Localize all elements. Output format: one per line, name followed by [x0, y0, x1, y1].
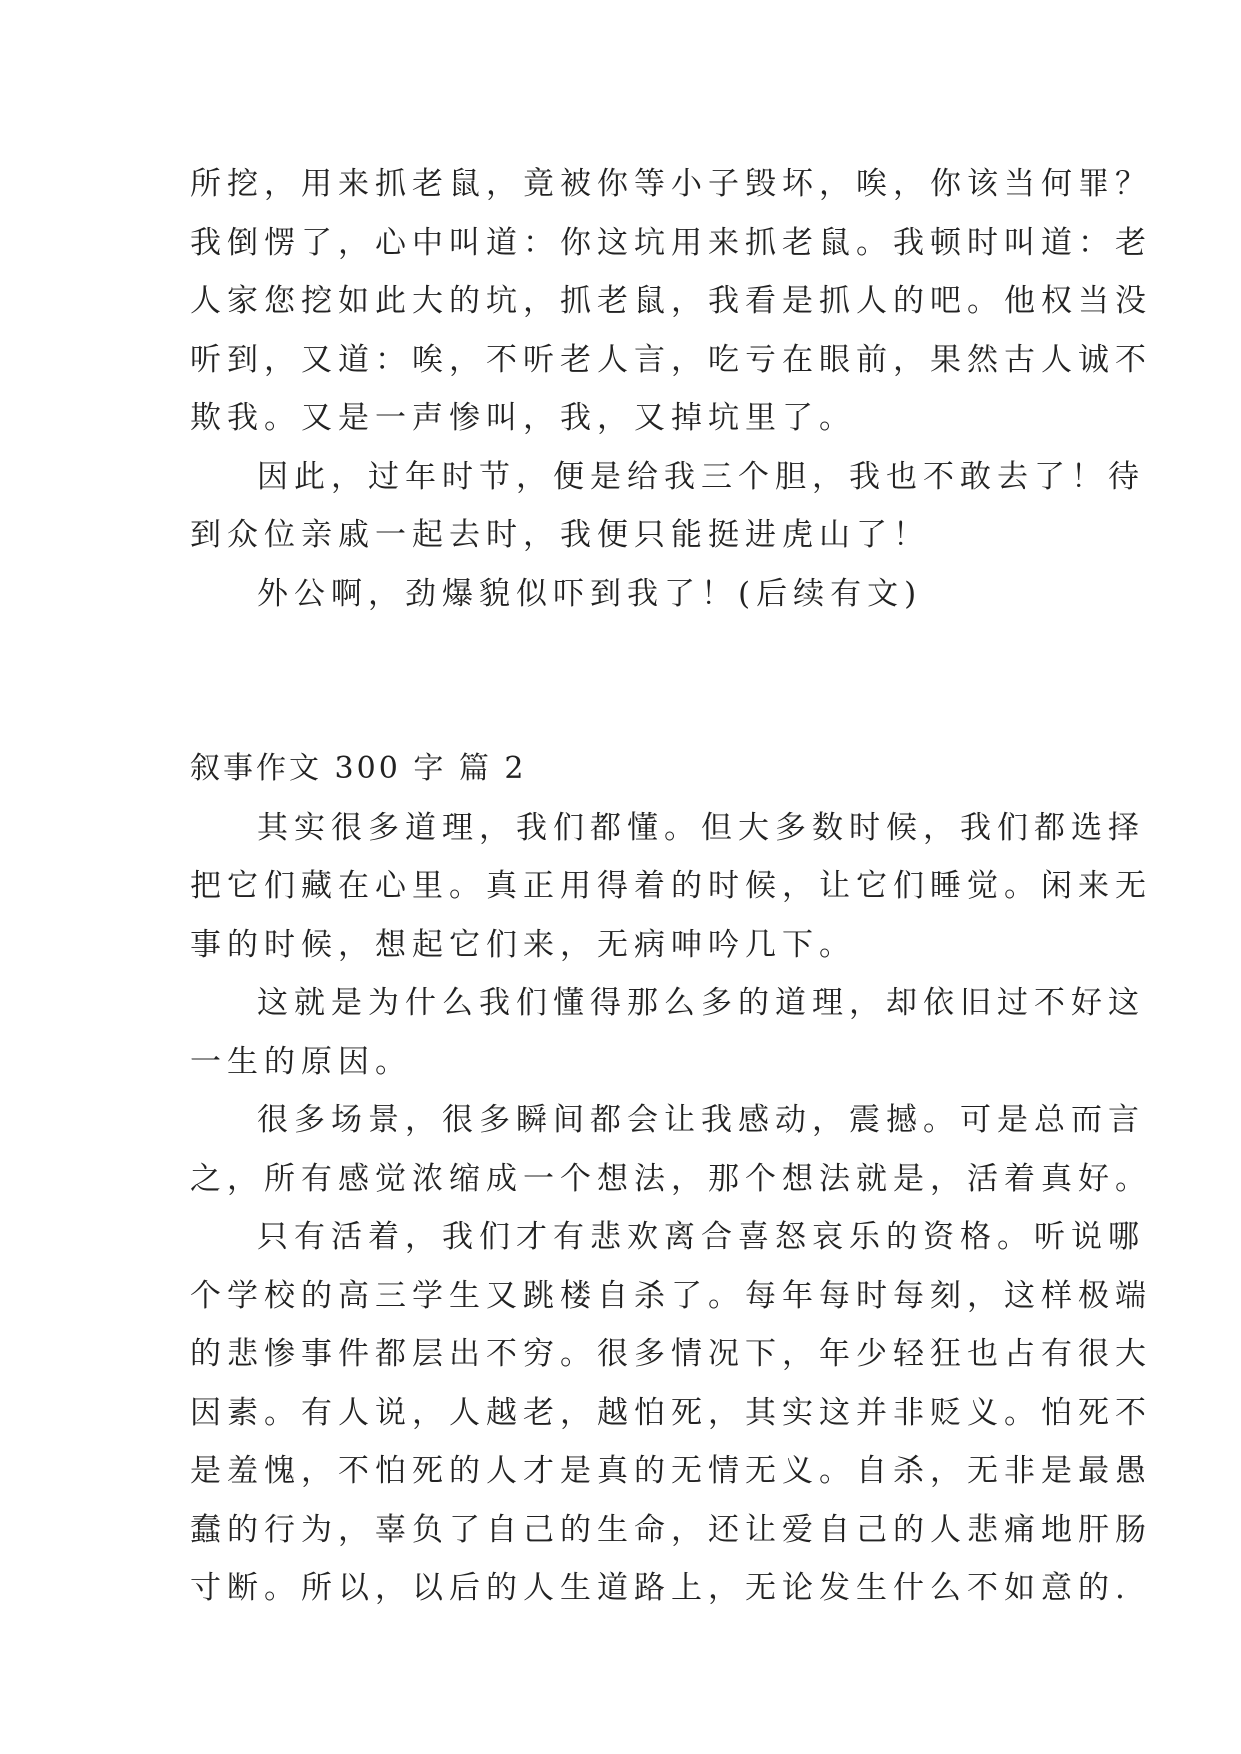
text-line: 个学校的高三学生又跳楼自杀了。每年每时每刻，这样极端	[190, 1277, 1152, 1314]
paragraph-start-line: 其实很多道理，我们都懂。但大多数时候，我们都选择	[257, 809, 1145, 846]
text-line: 之，所有感觉浓缩成一个想法，那个想法就是，活着真好。	[190, 1160, 1152, 1197]
text-line: 欺我。又是一声惨叫，我，又掉坑里了。	[190, 400, 856, 436]
paragraph-start-line: 很多场景，很多瞬间都会让我感动，震撼。可是总而言	[257, 1102, 1145, 1138]
paragraph-start-line: 只有活着，我们才有悲欢离合喜怒哀乐的资格。听说哪	[257, 1219, 1145, 1255]
section-continued-story	[190, 155, 1152, 623]
paragraph-start-line: 外公啊，劲爆貌似吓到我了！(后续有文)	[257, 575, 923, 612]
paragraph-start-line: 这就是为什么我们懂得那么多的道理，却依旧过不好这	[257, 985, 1145, 1021]
section-gap	[190, 623, 1070, 740]
text-line: 把它们藏在心里。真正用得着的时候，让它们睡觉。闲来无	[190, 868, 1152, 904]
text-line: 的悲惨事件都层出不穷。很多情况下，年少轻狂也占有很大	[190, 1336, 1152, 1372]
text-line: 寸断。所以，以后的人生道路上，无论发生什么不如意的.	[190, 1570, 1131, 1606]
text-line: 因素。有人说，人越老，越怕死，其实这并非贬义。怕死不	[190, 1394, 1152, 1431]
text-line: 到众位亲戚一起去时，我便只能挺进虎山了！	[190, 517, 930, 553]
text-line: 听到，又道：唉，不听老人言，吃亏在眼前，果然古人诚不	[190, 341, 1152, 378]
text-line: 事的时候，想起它们来，无病呻吟几下。	[190, 926, 856, 963]
text-line: 蠢的行为，辜负了自己的生命，还让爱自己的人悲痛地肝肠	[190, 1511, 1152, 1548]
text-line: 我倒愣了，心中叫道：你这坑用来抓老鼠。我顿时叫道：老	[190, 224, 1152, 261]
text-line: 是羞愧，不怕死的人才是真的无情无义。自杀，无非是最愚	[190, 1453, 1152, 1489]
text-line: 人家您挖如此大的坑，抓老鼠，我看是抓人的吧。他权当没	[190, 283, 1152, 319]
text-line: 所挖，用来抓老鼠，竟被你等小子毁坏，唉，你该当何罪？	[190, 166, 1152, 202]
text-line: 一生的原因。	[190, 1043, 412, 1080]
document-page	[190, 155, 1152, 1618]
section-heading: 叙事作文 300 字 篇 2	[190, 751, 527, 786]
paragraph-start-line: 因此，过年时节，便是给我三个胆，我也不敢去了！待	[257, 458, 1145, 495]
section-essay-2	[190, 740, 1152, 1618]
